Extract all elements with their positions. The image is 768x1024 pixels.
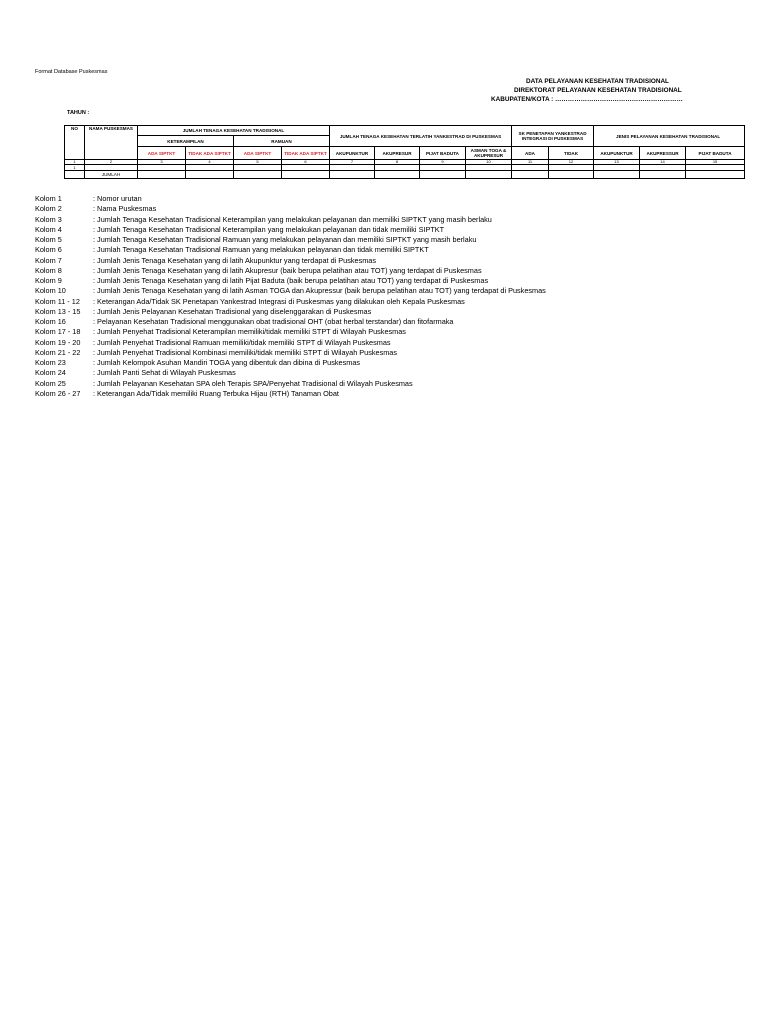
header-jenis-pijat-baduta: PIJAT BADUTA	[686, 147, 745, 160]
col-number: 5	[234, 160, 282, 165]
table-cell[interactable]	[640, 171, 686, 179]
header-sk-penetapan: SK PENETAPAN YANKESTRAD INTEGRASI DI PUSKESMAS	[512, 126, 594, 147]
table-cell[interactable]	[234, 171, 282, 179]
legend-column: Kolom 19 - 20	[35, 337, 81, 347]
header-tidak-ada-siptkt-keterampilan: TIDAK ADA SIPTKT	[186, 147, 234, 160]
tahun-label: TAHUN :	[67, 110, 90, 116]
header-tidak-ada-siptkt-ramuan: TIDAK ADA SIPTKT	[282, 147, 330, 160]
col-number: 11	[512, 160, 549, 165]
legend-item	[35, 317, 546, 327]
header-jenis-akupunktur: AKUPUNKTUR	[594, 147, 640, 160]
col-number: 4	[186, 160, 234, 165]
table-cell[interactable]	[186, 171, 234, 179]
col-number: 1	[65, 160, 85, 165]
legend-column: Kolom 5	[35, 235, 62, 244]
legend-column: Kolom 13 - 15	[35, 306, 81, 316]
col-number: 3	[138, 160, 186, 165]
legend-column: Kolom 1	[35, 194, 62, 203]
header-tidak: TIDAK	[549, 147, 594, 160]
legend-column: Kolom 10	[35, 286, 66, 296]
column-legend	[35, 194, 546, 399]
legend-item	[35, 389, 546, 399]
data-table	[64, 125, 745, 179]
header-ada-siptkt-keterampilan: ADA SIPTKT	[138, 147, 186, 160]
legend-column: Kolom 24	[35, 368, 66, 378]
header-asman-toga: ASMAN TOGA & AKUPRESUR	[466, 147, 512, 160]
header-jenis-pelayanan: JENIS PELAYANAN KESEHATAN TRADISIONAL	[594, 126, 745, 147]
col-number: 8	[375, 160, 420, 165]
header-jenis-akupressur: AKUPRESSUR	[640, 147, 686, 160]
legend-description: : Keterangan Ada/Tidak SK Penetapan Yankestrad Integrasi di Puskesmas yang dilakukan oleh Kepala Puskesmas	[93, 296, 465, 306]
legend-column: Kolom 3	[35, 214, 62, 224]
legend-description: : Jumlah Jenis Tenaga Kesehatan yang di latih Asman TOGA dan Akupressur (baik berupa pelatihan atau TOT) yang terdapat di Puskesmas	[93, 286, 546, 296]
legend-item	[35, 307, 546, 317]
legend-item	[35, 327, 546, 337]
header-no: NO	[65, 126, 85, 160]
format-label: Format Database Puskesmas	[35, 69, 108, 75]
header-terlatih: JUMLAH TENAGA KESEHATAN TERLATIH YANKESTRAD DI PUSKESMAS	[330, 126, 512, 147]
col-number: 6	[282, 160, 330, 165]
header-nama-puskesmas: NAMA PUSKESMAS	[85, 126, 138, 160]
table-cell[interactable]	[466, 171, 512, 179]
legend-item	[35, 368, 546, 378]
legend-item	[35, 194, 546, 204]
legend-item	[35, 256, 546, 266]
legend-description: : Jumlah Jenis Pelayanan Kesehatan Tradisional yang diselenggarakan di Puskesmas	[93, 306, 372, 316]
legend-column: Kolom 2	[35, 204, 62, 214]
header-ada: ADA	[512, 147, 549, 160]
legend-column: Kolom 9	[35, 276, 62, 285]
jumlah-row	[65, 171, 745, 179]
table-cell[interactable]	[282, 171, 330, 179]
legend-item	[35, 286, 546, 296]
legend-item	[35, 348, 546, 358]
legend-item	[35, 358, 546, 368]
legend-column: Kolom 4	[35, 224, 62, 234]
col-number: 7	[330, 160, 375, 165]
header-ada-siptkt-ramuan: ADA SIPTKT	[234, 147, 282, 160]
row-number: 1	[65, 165, 85, 171]
legend-description: : Jumlah Tenaga Kesehatan Tradisional Ramuan yang melakukan pelayanan dan tidak memiliki SIPTKT	[93, 245, 429, 255]
col-number: 14	[640, 160, 686, 165]
data-table-container	[64, 125, 768, 179]
header-ramuan: RAMUAN	[234, 136, 330, 147]
legend-description: : Jumlah Tenaga Kesehatan Tradisional Keterampilan yang melakukan pelayanan dan memiliki SIPTKT yang masih berlaku	[93, 214, 492, 224]
legend-column: Kolom 11 - 12	[35, 296, 80, 306]
table-cell[interactable]	[512, 171, 549, 179]
table-cell[interactable]	[594, 171, 640, 179]
table-cell[interactable]	[330, 171, 375, 179]
header-jumlah-tenaga: JUMLAH TENAGA KESEHATAN TRADISIONAL	[138, 126, 330, 136]
table-cell[interactable]	[420, 171, 466, 179]
legend-description: : Pelayanan Kesehatan Tradisional menggunakan obat tradisional OHT (obat herbal terstandar) dan fitofarmaka	[93, 317, 454, 326]
legend-item	[35, 379, 546, 389]
table-cell	[65, 171, 85, 179]
legend-description: : Jumlah Penyehat Tradisional Kombinasi memiliki/tidak memiliki STPT di Wilayah Puskesmas	[93, 347, 398, 357]
legend-description: : Nomor urutan	[93, 194, 142, 203]
legend-item	[35, 204, 546, 214]
legend-description: : Jumlah Jenis Tenaga Kesehatan yang di latih Pijat Baduta (baik berupa pelatihan atau TOT) yang terdapat di Puskesmas	[93, 276, 489, 285]
legend-description: : Jumlah Tenaga Kesehatan Tradisional Keterampilan yang melakukan pelayanan dan tidak memiliki SIPTKT	[93, 224, 445, 234]
col-number: 12	[549, 160, 594, 165]
legend-item	[35, 235, 546, 245]
legend-column: Kolom 21 - 22	[35, 347, 81, 357]
header-akupresur: AKUPRESUR	[375, 147, 420, 160]
legend-column: Kolom 25	[35, 378, 66, 388]
title-line-3: KABUPATEN/KOTA : ……………………………………………………	[491, 96, 683, 103]
legend-description: : Jumlah Jenis Tenaga Kesehatan yang di latih Akupunktur yang terdapat di Puskesmas	[93, 255, 376, 265]
table-cell[interactable]	[375, 171, 420, 179]
legend-description: : Nama Puskesmas	[93, 204, 157, 214]
legend-description: : Jumlah Kelompok Asuhan Mandiri TOGA yang dibentuk dan dibina di Puskesmas	[93, 358, 361, 367]
legend-item	[35, 225, 546, 235]
table-cell[interactable]	[138, 171, 186, 179]
legend-column: Kolom 6	[35, 245, 62, 255]
legend-item	[35, 215, 546, 225]
header-akupunktur: AKUPUNKTUR	[330, 147, 375, 160]
header-keterampilan: KETERAMPILAN	[138, 136, 234, 147]
legend-column: Kolom 26 - 27	[35, 388, 81, 398]
jumlah-label: JUMLAH	[85, 171, 138, 179]
legend-column: Kolom 16	[35, 317, 66, 326]
legend-item	[35, 276, 546, 286]
legend-item	[35, 266, 546, 276]
legend-column: Kolom 23	[35, 358, 66, 367]
legend-item	[35, 245, 546, 255]
table-cell[interactable]	[686, 171, 745, 179]
legend-description: : Jumlah Penyehat Tradisional Ramuan memiliki/tidak memiliki STPT di Wilayah Puskesmas	[93, 337, 391, 347]
col-number: 2	[85, 160, 138, 165]
legend-column: Kolom 8	[35, 265, 62, 275]
col-number: 10	[466, 160, 512, 165]
legend-item	[35, 297, 546, 307]
legend-description: : Keterangan Ada/Tidak memiliki Ruang Terbuka Hijau (RTH) Tanaman Obat	[93, 388, 339, 398]
legend-column: Kolom 7	[35, 255, 62, 265]
document-title-block	[470, 77, 768, 104]
col-number: 13	[594, 160, 640, 165]
header-pijat-baduta: PIJAT BADUTA	[420, 147, 466, 160]
legend-description: : Jumlah Pelayanan Kesehatan SPA oleh Terapis SPA/Penyehat Tradisional di Wilayah Puskesmas	[93, 378, 413, 388]
col-number: 9	[420, 160, 466, 165]
header-row-1	[65, 126, 745, 136]
col-number: 15	[686, 160, 745, 165]
header-row-3	[65, 147, 745, 160]
title-line-2: DIREKTORAT PELAYANAN KESEHATAN TRADISIONAL	[514, 87, 682, 94]
legend-description: : Jumlah Jenis Tenaga Kesehatan yang di latih Akupresur (baik berupa pelatihan atau TOT) yang terdapat di Puskesmas	[93, 265, 482, 275]
title-line-1: DATA PELAYANAN KESEHATAN TRADISIONAL	[526, 78, 669, 85]
table-cell[interactable]	[549, 171, 594, 179]
legend-item	[35, 338, 546, 348]
legend-description: : Jumlah Tenaga Kesehatan Tradisional Ramuan yang melakukan pelayanan dan memiliki SIPTKT yang masih berlaku	[93, 235, 477, 244]
legend-description: : Jumlah Panti Sehat di Wilayah Puskesmas	[93, 368, 236, 378]
legend-description: : Jumlah Penyehat Tradisional Keterampilan memiliki/tidak memiliki STPT di Wilayah Puskesmas	[93, 327, 406, 337]
legend-column: Kolom 17 - 18	[35, 327, 81, 337]
